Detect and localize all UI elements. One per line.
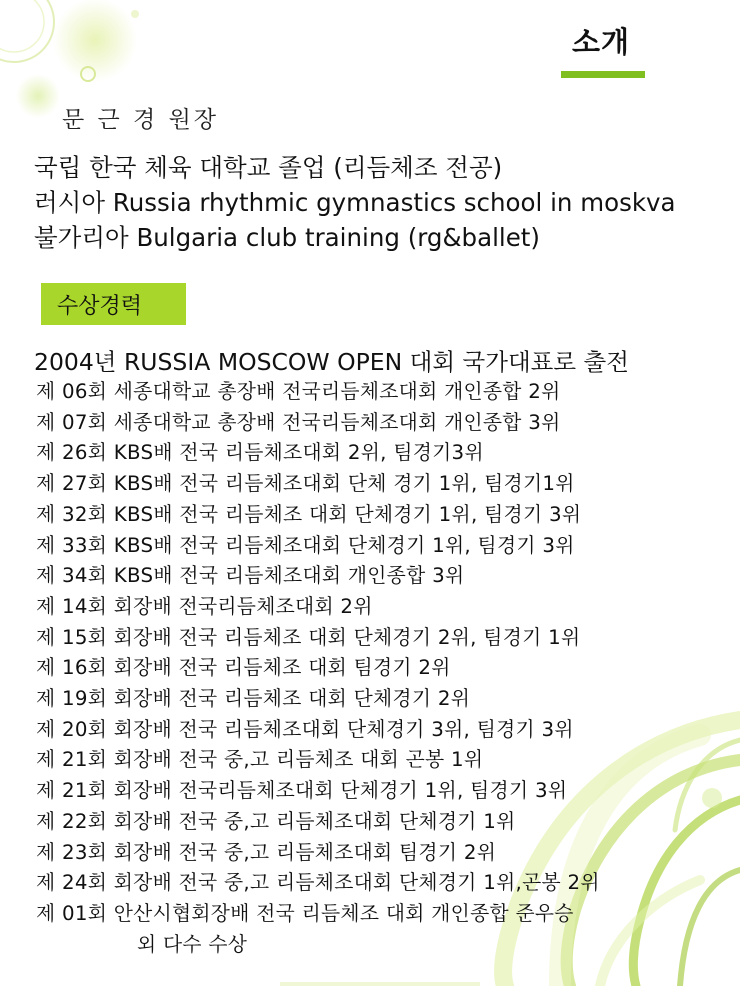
education-item: 러시아 Russia rhythmic gymnastics school in moskva: [34, 188, 676, 217]
award-item: 제 32회 KBS배 전국 리듬체조 대회 단체경기 1위, 팀경기 3위: [36, 502, 582, 526]
award-item: 제 21회 회장배 전국 중,고 리듬체조 대회 곤봉 1위: [36, 748, 484, 772]
awards-label: 수상경력: [57, 294, 143, 319]
award-item: 제 06회 세종대학교 총장배 전국리듬체조대회 개인종합 2위: [36, 380, 561, 403]
page-title: 소개: [572, 25, 631, 59]
award-item: 제 19회 회장배 전국 리듬체조 대회 단체경기 2위: [36, 687, 471, 711]
award-item: 제 20회 회장배 전국 리듬체조대회 단체경기 3위, 팀경기 3위: [36, 717, 574, 741]
title-underline: [561, 71, 645, 78]
award-item: 제 34회 KBS배 전국 리듬체조대회 개인종합 3위: [36, 564, 465, 588]
award-item: 제 15회 회장배 전국 리듬체조 대회 단체경기 2위, 팀경기 1위: [36, 625, 581, 649]
education-item: 불가리아 Bulgaria club training (rg&ballet): [34, 223, 540, 252]
award-item: 제 27회 KBS배 전국 리듬체조대회 단체 경기 1위, 팀경기1위: [36, 472, 575, 496]
award-item: 제 01회 안산시협회장배 전국 리듬체조 대회 개인종합 준우승: [36, 901, 574, 925]
award-item: 제 26회 KBS배 전국 리듬체조대회 2위, 팀경기3위: [36, 441, 484, 465]
education-list: [34, 150, 676, 255]
director-name: 문 근 경 원장: [62, 107, 220, 133]
awards-highlight: 2004년 RUSSIA MOSCOW OPEN 대회 국가대표로 출전: [34, 348, 629, 376]
award-item: 제 23회 회장배 전국 중,고 리듬체조대회 팀경기 2위: [36, 840, 497, 864]
awards-footer: 외 다수 수상: [137, 932, 248, 956]
education-item: 국립 한국 체육 대학교 졸업 (리듬체조 전공): [34, 153, 503, 182]
award-item: 제 07회 세종대학교 총장배 전국리듬체조대회 개인종합 3위: [36, 410, 561, 434]
award-item: 제 21회 회장배 전국리듬체조대회 단체경기 1위, 팀경기 3위: [36, 779, 568, 803]
award-item: 제 22회 회장배 전국 중,고 리듬체조대회 단체경기 1위: [36, 809, 516, 833]
award-item: 제 14회 회장배 전국리듬체조대회 2위: [36, 594, 373, 618]
awards-list: [36, 377, 600, 960]
award-item: 제 16회 회장배 전국 리듬체조 대회 팀경기 2위: [36, 656, 451, 680]
award-item: 제 33회 KBS배 전국 리듬체조대회 단체경기 1위, 팀경기 3위: [36, 533, 575, 557]
award-item: 제 24회 회장배 전국 중,고 리듬체조대회 단체경기 1위,곤봉 2위: [36, 871, 600, 895]
